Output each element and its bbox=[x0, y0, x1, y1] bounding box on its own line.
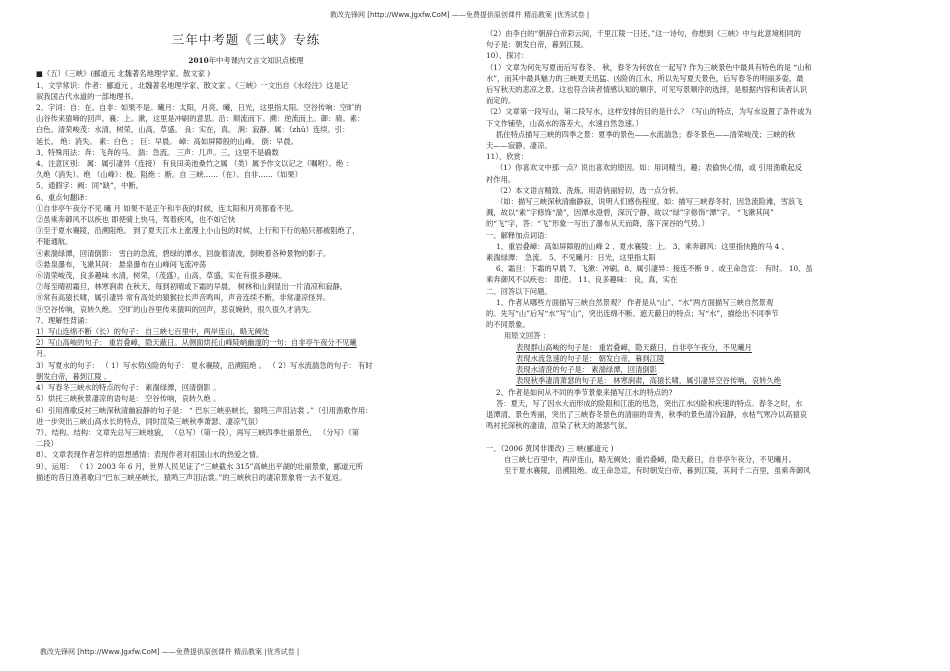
left-text-line: 6、重点句翻译： bbox=[36, 192, 92, 202]
right-text-line: 2、作者是如何从不同的季节景象来描写江水的特点的? bbox=[496, 387, 673, 397]
left-text-line: 月。 bbox=[36, 349, 51, 359]
left-text-line: 3）写夏水的句子： （ 1）写水势凶险的句子： 夏水襄陵，沿溯阻绝 。 （ 2）写水流湍急的句子： 有时 bbox=[36, 360, 373, 370]
left-text-line: ④素湍绿潭，回清倒影： 雪白的急流，碧绿的潭水，回旋着清波，倒映着各种景物的影子。 bbox=[36, 248, 331, 258]
right-text-line: 表现秋季凄清萧瑟的句子是： 林寒涧肃，高猿长啸，属引凄异空谷传响，哀转久绝 bbox=[516, 376, 782, 386]
right-text-line: 衬作用。 bbox=[486, 174, 516, 184]
right-text-line: 1、重岩叠嶂：高如屏障般的山峰 2 、夏水襄陵：上。 3、乘奔御风：这里指快跑的马 4 、 bbox=[496, 241, 789, 251]
right-text-line: 表现水流急速的句子是： 朝发白帝，暮到江陵 bbox=[516, 353, 665, 363]
left-text-line: 1、文学常识：作者：郦道元 ，北魏著名地理学家、散文家 。《三峡》一文出自《水经注》这是记 bbox=[36, 80, 349, 90]
left-text-line: 白色。清荣峻茂：水清，树荣，山高，草盛。 良：实在，真。 涧：寂静。属：（zhǔ）连续。引： bbox=[36, 125, 350, 135]
right-text-line: 的“飞”字，答：“飞”形象一写出了瀑布从天而降，落下深谷的气势。） bbox=[486, 219, 709, 229]
page-header: 教改先锋网 [http://Www.Jgxfw.CoM] ——免费提供原创课件 精品教案 |优秀试卷 | bbox=[330, 11, 590, 19]
right-text-line: 鸣衬托深秋的凄清，渲染了秋天的萧瑟气氛。 bbox=[486, 421, 632, 431]
right-text-line: （如：描写三峡深秋清幽静寂，说明人们感伤程度。如：描写三峡春冬时，因急流险滩，雪浪飞 bbox=[496, 197, 803, 207]
right-text-line: 天——寂静、凄凉。 bbox=[486, 141, 552, 151]
right-text-line: 至于夏水襄陵，沿溯阻绝。或王命急宣，有时朝发白帝，暮到江陵，其间千二百里，虽乘奔御风 bbox=[504, 465, 811, 475]
left-text-line: 不能通航。 bbox=[36, 237, 73, 247]
left-text-line: ⑧常有高猿长啸，属引凄异 常有高处的猿猴拉长声音鸣叫，声音连续不断，非常凄凉怪异。 bbox=[36, 293, 331, 303]
right-text-line: 退潭清，景色秀丽，突出了三峡春冬景色的清丽的奇秀，秋季的景色清冷寂静，水枯气寒冷以高猿哀 bbox=[486, 409, 808, 419]
right-text-line: 一、（2006 黄冈非课改) 三 峡(郦道元 ) bbox=[486, 443, 614, 453]
right-text-line: 一、解释加点词语： bbox=[486, 230, 552, 240]
right-column bbox=[486, 28, 916, 476]
page-subtitle bbox=[36, 55, 456, 66]
right-text-line: 水”，而其中最具魅力的三峡夏天迅猛、凶险的江水，所以先写夏天景色，后写春冬的明丽多姿，最 bbox=[486, 73, 804, 83]
left-text-line: 山谷传来猿啼的回声。襄：上。漱，这里是冲刷的意思。沿：顺流而下。溯：逆流而上。御：骑。素： bbox=[36, 114, 365, 124]
left-text-line: ①自非亭午夜分不见 曦 月 如果不是正午和半夜的时候，连太阳和月亮都看不见。 bbox=[36, 203, 299, 213]
left-text-line: 2、字词：自：在。自非：如果不是。曦月：太阳，月亮。曦，日光，这里指太阳。空谷传响：空旷的 bbox=[36, 103, 362, 113]
right-text-line: 自三峡七百里中，两岸连山，略无阙处；重岩叠嶂，隐天蔽日，自非亭午夜分，不见曦月。 bbox=[504, 454, 796, 464]
left-text-line: 久绝（消失）。绝 （山峰）：极。阻绝 ：断。自 三峡……（在）。自非……（如果） bbox=[36, 170, 302, 180]
left-text-line: 朝发白帝，暮到江陵 。 bbox=[36, 371, 112, 381]
left-text-line: ⑨空谷传响，哀转久绝。 空旷的山谷里传来猿叫的回声，悲哀婉转，很久很久才消失。 bbox=[36, 304, 316, 314]
right-text-line: 乘奔御风不以疾也： 即使。 11、良多趣味： 良，真，实在 bbox=[486, 275, 678, 285]
right-text-line: （2）由李白的“朝辞白帝彩云间，千里江陵一日还。”这一诗句，你想到《三峡》中与此意境相同的 bbox=[486, 29, 801, 38]
left-lines bbox=[36, 68, 456, 483]
right-text-line: 溅，故以“素”字修饰“湍”，因潭水澄碧，深沉宁静，故以“绿”字修饰“潭”字。 “飞漱其间” bbox=[486, 208, 774, 218]
left-text-line: 6）引用渔歌反衬三峡深秋清幽寂静的句子是： “ 巴东三峡巫峡长，猿鸣三声泪沾裳 。”（引用渔歌作用： bbox=[36, 405, 373, 415]
left-text-line: 2）写山高峻的句子： 重岩叠嶂，隐天蔽日。从侧面烘托山峰陡峭幽邃的一句：自非亭午夜分不见曦 bbox=[36, 338, 357, 348]
right-text-line: （2）本文语言精致、洗炼，用语俏丽轻切，选一点分析。 bbox=[496, 185, 684, 195]
page-footer: 教改先锋网 [http://Www.Jgxfw.CoM] ——免费提供原创课件 精品教案 |优秀试卷 | bbox=[40, 648, 300, 656]
left-text-line: 9）、运用： （ 1）2003 年 6 月，世界人民见证了“三峡截水 315”高峡出平湖的壮丽景象，郦道元所 bbox=[36, 461, 363, 471]
left-text-line: 3、特殊用法：奔：飞奔的马。 湍：急流。 三声：几声。三，这里不是确数 bbox=[36, 147, 279, 157]
left-text-line: 5、通假字：阙：同“缺”，中断。 bbox=[36, 181, 143, 191]
left-text-line: 5）烘托三峡秋景凄凉的语句是： 空谷传响，哀转久绝 。 bbox=[36, 394, 221, 404]
page-title: 三年中考题《三峡》专练 bbox=[171, 32, 321, 47]
right-text-line: （2）文章第一段写山，第二段写水，这样安排的目的是什么？（写山的特点，为写水设置了条件或为 bbox=[486, 107, 812, 117]
subtitle-text: 年中考课内文言文知识点梳理 bbox=[208, 56, 304, 66]
left-text-line: 1）写山连绵不断（长）的句子： 自三峡七百里中，两岸连山，略无阙处 bbox=[36, 327, 270, 337]
left-text-line: 描述的昔日渔者歌曰“巴东三峡巫峡长，猿鸣三声泪沾裳。”的三峡秋日的凄凉景象将一去不复返。 bbox=[36, 472, 347, 482]
left-text-line: 延长。 绝：消失。 素：白色 ； 巨：早晨。 嶂：高如屏障般的山峰。 倒：早晨。 bbox=[36, 136, 299, 146]
left-text-line: ⑥清荣峻茂，良多趣味 水清，树荣，（茂盛），山高，草盛，实在有很多趣味。 bbox=[36, 271, 287, 281]
subtitle-year: 2010 bbox=[188, 56, 209, 66]
left-text-line: ■（五）《三峡》(郦道元 北魏著名地理学家、散文家 ) bbox=[36, 69, 211, 79]
right-text-line: 表现水清澄的句子是： 素湍绿潭，回清倒影 bbox=[516, 365, 657, 375]
left-column bbox=[36, 28, 456, 483]
left-text-line: 4）写春冬三峡水的特点的句子： 素湍绿潭，回清倒影 。 bbox=[36, 383, 221, 393]
right-text-line bbox=[486, 431, 916, 442]
right-text-line: 用原文回答 ： bbox=[504, 331, 551, 341]
left-text-line: 7、理解性背诵： bbox=[36, 315, 92, 325]
right-text-line: 的不同景象。 bbox=[486, 320, 530, 330]
left-text-line: 7）、结构。结构：文章先总写三峡地貌， （总写）（第一段），再写三峡四季壮丽景色， （分写）（第 bbox=[36, 427, 360, 437]
left-text-line: ⑤悬泉瀑布，飞漱其间： 悬泉瀑布在山峰间飞流冲荡 bbox=[36, 259, 207, 269]
right-text-line: 素湍绿潭： 急流。 5、不见曦月：日光，这里指太阳 bbox=[486, 253, 656, 263]
right-text-line: 答：夏天，写了因水大而形成的险阻和江流的迅急，突出江水凶险和疾速的特点。春冬之时，水 bbox=[496, 398, 803, 408]
right-text-line: （1）文章为何先写夏而后写春冬、 秋，春冬为何放在一起写? 作为三峡景色中最具有特色的是 “山和 bbox=[486, 62, 812, 72]
right-text-line: （1）你喜欢文中那一点？说出喜欢的原因。如：用词精当，趣；表偷快心情，或 引用渔歌起反 bbox=[496, 163, 803, 173]
right-text-line: 的。先写“山”后写“水”写“山”，突出连绵不断、遮天蔽日的特点；写“水”，描绘出不同季节 bbox=[486, 309, 779, 319]
right-lines bbox=[486, 28, 916, 476]
left-text-line: ②虽乘奔御风不以疾也 即使骑上快马，驾着疾风，也不如它快 bbox=[36, 215, 236, 225]
left-text-line: 4、注意区别： 属：属引凄异（连接） 有良田美池桑竹之属 （类）属予作文以记之（嘱咐）。绝 ： bbox=[36, 159, 353, 169]
right-text-line: 1、作者从哪些方面描写三峡自然景观？ 作者是从“山”、“水”两方面描写三峡自然景观 bbox=[496, 297, 774, 307]
left-text-line: ③至于夏水襄陵，沿溯阻绝。 到了夏天江水上涨漫上小山包的时候，上行和下行的船只都被阻绝了， bbox=[36, 226, 360, 236]
left-text-line: ⑦每至晴初霜旦，林寒涧肃 在秋天，每到初晴或下霜的早晨， 树林和山涧显出一片清凉和寂静。 bbox=[36, 282, 348, 292]
left-text-line: 叙我国古代水道的一部地理书。 bbox=[36, 91, 139, 101]
right-text-line: 二、回答以下问题。 bbox=[486, 286, 552, 296]
right-text-line: 后写秋天的悲凉之景。这也符合读者情感认知的顺序，可见写景顺序的选择，是根据内容和读者认识 bbox=[486, 85, 808, 95]
left-text-line: 二段） bbox=[36, 439, 58, 449]
right-text-line: 11）、欣赏： bbox=[486, 152, 529, 162]
left-text-line: 8）、文章表现作者怎样的思想感情：表现作者对祖国山水的热爱之情。 bbox=[36, 450, 264, 460]
right-text-line: 句子是：朝发白帝，暮到江陵。 bbox=[486, 40, 589, 50]
right-text-line: 6、霜旦：下霜的早晨 7、飞漱：冲刷。8、属引凄异：接连不断 9 、或王命急宣： 有时。 10、虽 bbox=[496, 264, 813, 274]
right-text-line: 下文作铺垫，山高水的落差大，水速自然急速。） bbox=[486, 118, 643, 128]
right-text-line: 而定的。 bbox=[486, 96, 516, 106]
left-text-line: 进一步突出三峡山高水长的特点，同时渲染三峡秋季萧瑟、凄凉气氛） bbox=[36, 416, 263, 426]
right-text-line: 10）、探讨： bbox=[486, 51, 529, 61]
right-text-line: 抓住特点描写三峡的四季之景：夏季的景色——水流湍急；春冬景色——清荣峻茂；三峡的秋 bbox=[496, 129, 796, 139]
right-text-line: 表现群山高峻的句子是： 重岩叠嶂，隐天蔽日，自非亭午夜分，不见曦月 bbox=[516, 342, 752, 352]
